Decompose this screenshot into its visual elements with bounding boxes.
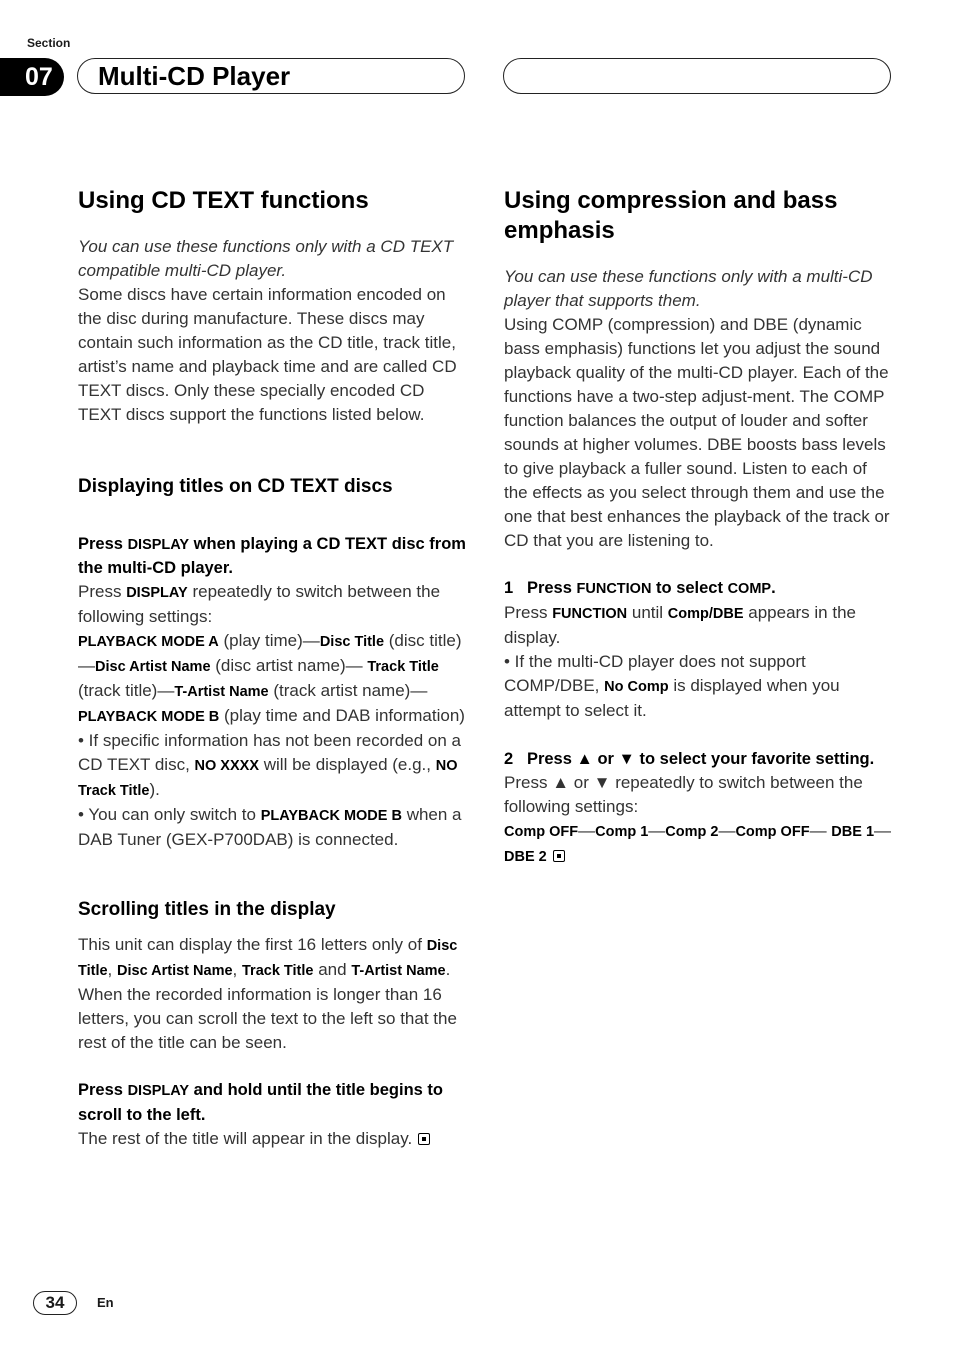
compression-intro: Using COMP (compression) and DBE (dynamic bass emphasis) functions let you adjust the sound playback quality of the multi-CD player. Each of the functions have a two-step adjust-ment. The COMP function balances the output of louder and softer sounds at higher volumes. DBE boosts bass levels to give playback a fuller sound. Listen to each of the effects as you select through them and use the one that best enhances the playback of the track or CD that you are listening to. (504, 315, 890, 550)
cd-text-heading: Using CD TEXT functions (78, 187, 369, 214)
compression-intro-italic: You can use these functions only with a multi-CD player that supports them. (504, 267, 873, 310)
step-1-note: • If the multi-CD player does not support COMP/DBE, No Comp is displayed when you attempt to select it. (504, 652, 840, 720)
section-number-badge: 07 (0, 58, 64, 96)
page-title: Multi-CD Player (98, 61, 291, 91)
step-2-body: Press ▲ or ▼ repeatedly to switch between the following settings: (504, 773, 863, 816)
title-frame (77, 58, 465, 94)
down-arrow-icon: ▼ (593, 773, 611, 792)
down-arrow-icon: ▼ (618, 750, 635, 768)
scrolling-result: The rest of the title will appear in the display. (78, 1127, 468, 1151)
left-column (78, 186, 468, 1151)
step-1: 1 Press FUNCTION to select COMP. (504, 579, 776, 597)
scrolling-body: This unit can display the first 16 letters only of Disc Title, Disc Artist Name, Track Title and T-Artist Name. When the recorded information is longer than 16 letters, you can scroll the text to the left so that the rest of the title can be seen. (78, 935, 458, 1052)
end-mark-icon (418, 1133, 430, 1145)
scrolling-titles-heading: Scrolling titles in the display (78, 899, 336, 920)
display-sequence: PLAYBACK MODE A (play time)—Disc Title (disc title)—Disc Artist Name (disc artist name)— Track Title (track title)—T-Artist Name (track artist name)—PLAYBACK MODE B (play time and DAB information) (78, 631, 465, 725)
displaying-step: Press DISPLAY when playing a CD TEXT disc from the multi-CD player. (78, 535, 466, 577)
displaying-titles-heading: Displaying titles on CD TEXT discs (78, 476, 393, 497)
cd-text-intro-italic: You can use these functions only with a CD TEXT compatible multi-CD player. (78, 237, 454, 280)
step-1-body: Press FUNCTION until Comp/DBE appears in the display. (504, 603, 856, 647)
note-playback-mode-b: • You can only switch to PLAYBACK MODE B when a DAB Tuner (GEX-P700DAB) is connected. (78, 805, 462, 849)
right-column (504, 186, 894, 869)
step-2: 2 Press ▲ or ▼ to select your favorite setting. (504, 750, 875, 768)
note-no-info: • If specific information has not been recorded on a CD TEXT disc, NO XXXX will be displayed (e.g., NO Track Title). (78, 731, 462, 799)
displaying-body: Press DISPLAY repeatedly to switch between the following settings: (78, 582, 441, 626)
up-arrow-icon: ▲ (552, 773, 570, 792)
compression-heading: Using compression and bass emphasis (504, 187, 838, 244)
end-mark-icon (553, 850, 565, 862)
page-number: 34 (33, 1291, 77, 1315)
up-arrow-icon: ▲ (576, 750, 593, 768)
comp-sequence: Comp OFF—Comp 1—Comp 2—Comp OFF— DBE 1—DBE 2 (504, 821, 892, 865)
header-right-frame (503, 58, 891, 94)
scrolling-step: Press DISPLAY and hold until the title begins to scroll to the left. (78, 1081, 443, 1124)
language-label: En (97, 1295, 114, 1310)
cd-text-intro: Some discs have certain information encoded on the disc during manufacture. These discs may contain such information as the CD title, track title, artist’s name and playback time and are called CD TEXT discs. Only these specially encoded CD TEXT discs support the functions listed below. (78, 285, 457, 424)
section-label: Section (27, 36, 71, 50)
